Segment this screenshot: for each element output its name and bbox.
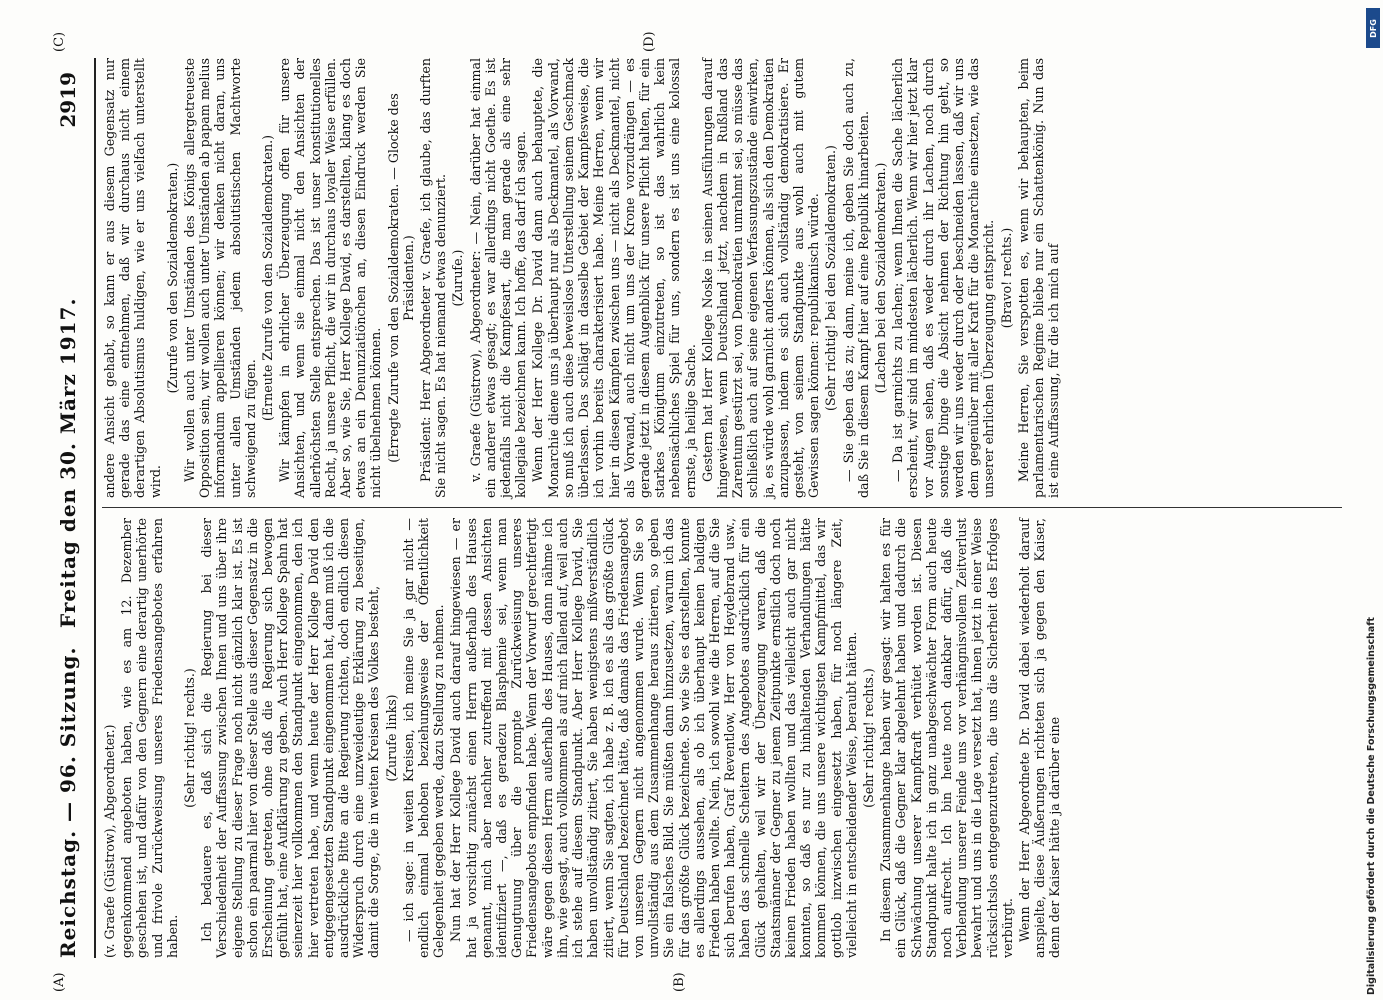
paragraph: Wir wollen auch unter Umständen des Königs allergetreueste Opposition sein, wir wollen auch unter Umständen ab papam melius informandum appellieren können; wir denken nicht daran, uns unter allen Umständen jedem absolutistischen Machtworte schweigend zu fügen. xyxy=(182,58,258,498)
text-column-right xyxy=(102,58,1342,498)
interjection: (Zurufe links) xyxy=(383,694,399,782)
paragraph: — Da ist garnichts zu lachen; wenn Ihnen die Sache lächerlich erscheint, wir sind im mindesten lächerlich. Wenn wir hier jetzt klar vor Augen sehen, daß es weder durch ihr Lachen, noch durch sonstige Dinge die Absicht nehmen der Richtung hin geht, so werden wir uns weder durch oder beschneiden lassen, daß wir uns dem gegenüber mit aller Kraft für die Monarchie einsetzen, wie das unserer ehrlichen Überzeugung entspricht. xyxy=(890,58,997,498)
paragraph: — Sie geben das zu; dann, meine ich, geben Sie doch auch zu, daß Sie in diesem Kampf hier auf eine Republik hinarbeiten. xyxy=(840,58,871,498)
speaker-line: (v. Graefe (Güstrow), Abgeordneter.) xyxy=(102,724,117,958)
header-date: Freitag den 30. März 1917. xyxy=(56,297,80,628)
page-header xyxy=(52,58,88,958)
rotated-print-page xyxy=(52,31,1352,992)
paragraph: v. Graefe (Güstrow), Abgeordneter: — Nein, darüber hat einmal ein anderer etwas gesagt; es war allerdings nicht Goethe. Es ist jedenfalls nicht die Kampfesart, die man gerade als eine sehr kollegiale bezeichnen kann. Ich hoffe, das darf ich sagen. xyxy=(467,58,529,498)
margin-marker-b: (B) xyxy=(672,972,687,992)
interjection: (Erneute Zurufe von den Sozialdemokraten.) xyxy=(260,134,276,422)
column-divider xyxy=(102,507,1342,508)
paragraph: — ich sage: in weiten Kreisen, ich meine Sie ja gar nicht — endlich einmal behoben beziehungsweise der Öffentlichkeit Gelegenheit gegeben werde, dazu Stellung zu nehmen. xyxy=(400,518,447,958)
interjection: (Zurufe von den Sozialdemokraten.) xyxy=(164,162,180,394)
paragraph: Wenn der Herr Kollege Dr. David dann auch behauptete, die Monarchie diene uns ja überhaupt nur als Deckmantel, als Vorwand, so muß ich auch diese beweislose Unterstellung seinem Geschmack überlassen. Das schlägt in dasselbe Gebiet der Kampfesweise, die ich vorhin bereits charakterisiert habe. Meine Herren, wenn wir hier in diesen Kämpfen zwischen uns — nicht als Deckmantel, nicht als Vorwand, auch nicht um uns der Krone vorzudrängen — es gerade jetzt in diesem Augenblick für unsere Pflicht halten, für ein starkes Königtum einzutreten, so ist das wahrlich kein nebensächliches Spiel für uns, sondern es ist uns eine kolossal ernste, ja heilige Sache. xyxy=(530,58,698,498)
margin-marker-c: (C) xyxy=(52,31,67,52)
header-rule xyxy=(94,58,96,958)
paragraph: In diesem Zusammenhange haben wir gesagt: wir halten es für ein Glück, daß die Gegner klar abgelehnt haben und dadurch die Schwächung unserer Kampfkraft verhütet worden ist. Diesen Standpunkt halte ich in ganz unabgeschwächter Form auch heute noch aufrecht. Ich bin heute noch dankbar dafür, daß die Verblendung unserer Feinde uns vor verhängnisvollem Zeitverlust bewahrt und uns in die Lage versetzt hat, ihnen jetzt in einer Weise rücksichtslos entgegenzutreten, die uns die Sicherheit des Erfolges verbürgt. xyxy=(878,518,1015,958)
paragraph: Wenn der Herr Abgeordnete Dr. David dabei wiederholt darauf anspielte, diese Äußerungen richteten sich ja gegen den Kaiser, denn der Kaiser hätte ja darüber eine xyxy=(1016,518,1063,958)
paragraph: Präsident: Herr Abgeordneter v. Graefe, ich glaube, das durften Sie nicht sagen. Es hat niemand etwas denunziert. xyxy=(418,58,449,498)
interjection: (Lachen bei den Sozialdemokraten.) xyxy=(872,162,888,394)
paragraph: gegenkommend angeboten haben, wie es am 12. Dezember geschehen ist, und dafür von den Gegnern eine derartig unerhörte und frivole Zurückweisung unseres Friedensangebotes erfahren haben. xyxy=(119,518,180,958)
interjection: (Erregte Zurufe von den Sozialdemokraten. — Glocke des Präsidenten.) xyxy=(385,93,416,463)
dfg-logo xyxy=(1366,8,1380,48)
dfg-logo-text: DFG xyxy=(1368,18,1378,38)
margin-marker-a: (A) xyxy=(52,972,67,992)
paragraph: andere Ansicht gehabt, so kann er aus diesem Gegensatz nur gerade das eine entnehmen, daß wir durchaus nicht einem derartigen Absolutismus huldigen, wie er uns vielfach unterstellt wird. xyxy=(102,58,163,498)
interjection: (Sehr richtig! rechts.) xyxy=(860,668,876,808)
text-column-left xyxy=(102,518,1342,958)
interjection: (Sehr richtig! bei den Sozialdemokraten.) xyxy=(823,145,839,411)
header-session: Reichstag. — 96. Sitzung. xyxy=(56,646,80,958)
interjection: (Bravo! rechts.) xyxy=(998,227,1014,329)
digitization-credit: Digitalisierung gefördert durch die Deutsche Forschungsgemeinschaft xyxy=(1366,617,1377,995)
paragraph: Nun hat der Herr Kollege David auch darauf hingewiesen — er hat ja vorsichtig zunächst einen Herrn außerhalb des Hauses genannt, mich aber nachher zutreffend mit dessen Ansichten identifiziert —, daß es geradezu Blasphemie sei, wenn man Genugtuung über die prompte Zurückweisung unseres Friedensangebots empfinden habe. Wenn der Vorwurf gerechtfertigt wäre gegen diesen Herrn außerhalb des Hauses, dann nähme ich ihn, wie gesagt, auch vollkommen als auf mich fallend auf, weil auch ich stehe auf diesem Standpunkt. Aber Herr Kollege David, Sie haben unvollständig zitiert, Sie haben wenigstens mißverständlich zitiert, wenn Sie sagten, ich habe z. B. ich es als das größte Glück für Deutschland bezeichnet hätte, daß damals das Friedensangebot von unseren Gegnern nicht angenommen wurde. Wenn Sie so unvollständig aus dem Zusammenhange heraus zitieren, so geben Sie ein falsches Bild. Sie müßten dann hinzusetzen, warum ich das für das größte Glück bezeichnete. So wie Sie es darstellten, konnte es allerdings aussehen, als ob ich überhaupt keinen baldigen Frieden haben wollte. Nein, ich sowohl wie die Herren, auf die Sie sich berufen haben, Graf Reventlow, Herr von Heydebrand usw., haben das schnelle Scheitern des Angebotes ausdrücklich für ein Glück gehalten, weil wir der Überzeugung waren, daß die Staatsmänner der Gegner zu jenem Zeitpunkte ernstlich doch noch keinen Frieden haben wollten und das vielleicht auch gar nicht konnten, so daß es nur zu hinhaltenden Verhandlungen hätte kommen können, die uns unsere wichtigsten Kampfmittel, das wir gottlob inzwischen eingesetzt haben, für noch längere Zeit, vielleicht in entscheidender Weise, beraubt hätten. xyxy=(448,518,859,958)
interjection: (Zurufe.) xyxy=(450,249,466,307)
paragraph: Wir kämpfen in ehrlicher Überzeugung offen für unsere Ansichten, und wenn sie einmal nicht den Ansichten der allerhöchsten Stelle entsprechen. Das ist unser konstitutionelles Recht, ja unsere Pflicht, die wir in durchaus loyaler Weise erfüllen. Aber so, wie Sie, Herr Kollege David, es darstellten, klang es doch etwas an ein Denunziatiönchen an, diesen Eindruck werden Sie nicht übelnehmen können. xyxy=(277,58,384,498)
interjection: (Sehr richtig! rechts.) xyxy=(182,668,198,808)
paragraph: Meine Herren, Sie verspotten es, wenn wir behaupten, beim parlamentarischen Regime bliebe nur ein Schattenkönig. Nun das ist eine Auffassung, für die ich mich auf xyxy=(1015,58,1062,498)
page-number: 2919 xyxy=(56,72,80,128)
paragraph: Gestern hat Herr Kollege Noske in seinen Ausführungen darauf hingewiesen, wenn Deutschland jetzt, nachdem in Rußland das Zarentum gestürzt sei, von Demokratien umrahmt sei, so müsse das schließlich auch auf seine eigenen Verfassungszustände einwirken, ja, es würde wohl garnicht anders können, als sich den Demokratien anzupassen, indem es sich auch vollständig demokratisiere. Er gesteht, von seinem Standpunkte aus wohl auch mit gutem Gewissen sagen können: republikanisch würde. xyxy=(699,58,822,498)
margin-marker-d: (D) xyxy=(642,31,657,52)
paragraph: Ich bedauere es, daß sich die Regierung bei dieser Verschiedenheit der Auffassung zwischen Ihnen und uns über ihre eigene Stellung zu dieser Frage noch nicht gänzlich klar ist. Es ist schon ein paarmal hier von dieser Stelle aus dieser Gegensatz in die Erscheinung getreten, ohne daß die Regierung sich bewogen gefühlt hat, eine Aufklärung zu geben. Auch Herr Kollege Spahn hat seinerzeit hier vollkommen den Standpunkt eingenommen, den ich hier vertreten habe, und wenn heute der Herr Kollege David den entgegengesetzten Standpunkt eingenommen hat, dann muß ich die ausdrückliche Bitte an die Regierung richten, doch endlich diesen Widerspruch durch eine unzweideutige Erklärung zu beseitigen, damit die Sorge, die in weiten Kreisen des Volkes besteht, xyxy=(199,518,382,958)
